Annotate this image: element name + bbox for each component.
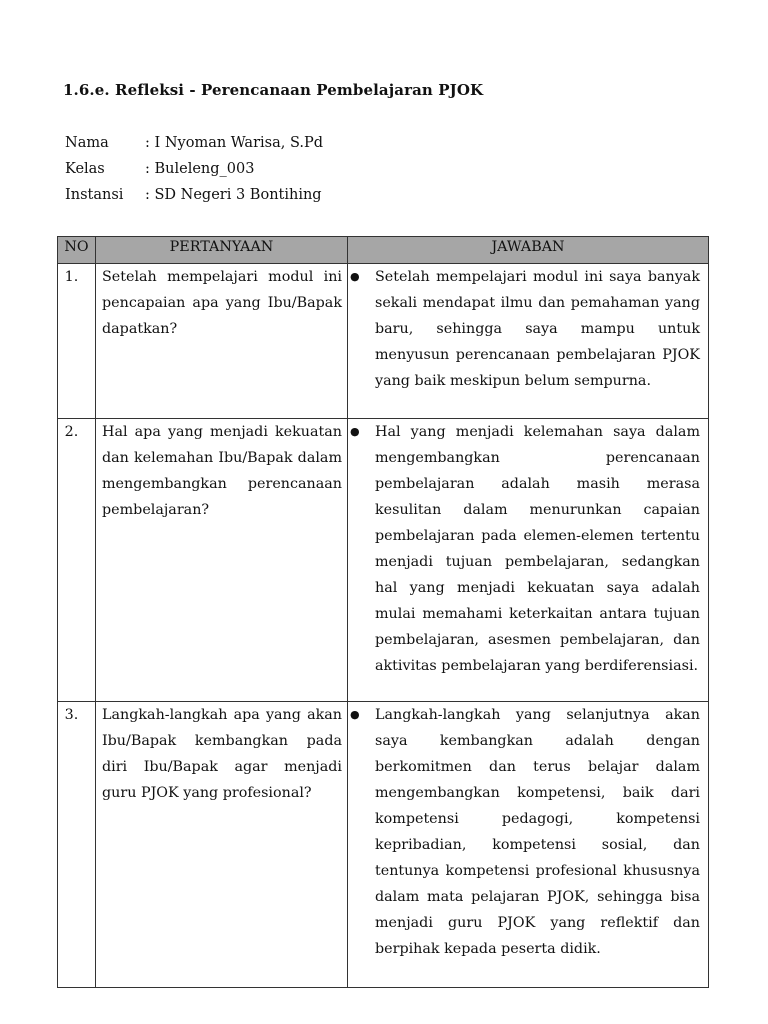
header-no: NO (58, 237, 96, 264)
info-label: Kelas (65, 161, 105, 177)
answer-cell (348, 264, 709, 419)
reflection-table (57, 236, 709, 988)
header-question: PERTANYAAN (96, 237, 348, 264)
answer-text: Hal yang menjadi kelemahan saya dalam mengembangkan perencanaan pembelajaran adalah masih merasa kesulitan dalam menurunkan capaian pembelajaran pada elemen-elemen tertentu menjadi tujuan pembelajaran, sedangkan hal yang menjadi kekuatan saya adalah mulai memahami keterkaitan antara tujuan pembelajaran, asesmen pembelajaran, dan aktivitas pembelajaran yang berdiferensiasi. (375, 424, 700, 674)
row-number: 3. (58, 702, 96, 988)
table-row (58, 419, 709, 702)
info-label: Nama (65, 135, 109, 151)
table-row (58, 264, 709, 419)
info-value: : SD Negeri 3 Bontihing (145, 187, 322, 203)
info-value: : Buleleng_003 (145, 161, 255, 177)
page-title: 1.6.e. Refleksi - Perencanaan Pembelajaran PJOK (63, 81, 484, 99)
bullet-icon: ● (350, 270, 360, 283)
info-row-kelas (65, 158, 323, 184)
question-cell: Setelah mempelajari modul ini pencapaian apa yang Ibu/Bapak dapatkan? (96, 264, 348, 419)
bullet-icon: ● (350, 425, 360, 438)
answer-text: Setelah mempelajari modul ini saya banyak sekali mendapat ilmu dan pemahaman yang baru, sehingga saya mampu untuk menyusun perencanaan pembelajaran PJOK yang baik meskipun belum sempurna. (375, 269, 700, 389)
question-cell: Hal apa yang menjadi kekuatan dan kelemahan Ibu/Bapak dalam mengembangkan perencanaan pembelajaran? (96, 419, 348, 702)
row-number: 2. (58, 419, 96, 702)
question-cell: Langkah-langkah apa yang akan Ibu/Bapak kembangkan pada diri Ibu/Bapak agar menjadi guru PJOK yang profesional? (96, 702, 348, 988)
header-answer: JAWABAN (348, 237, 709, 264)
info-value: : I Nyoman Warisa, S.Pd (145, 135, 324, 151)
answer-cell (348, 419, 709, 702)
bullet-icon: ● (350, 708, 360, 721)
row-number: 1. (58, 264, 96, 419)
table-header-row (58, 237, 709, 264)
identity-info (65, 132, 323, 210)
info-row-nama (65, 132, 323, 158)
table-row (58, 702, 709, 988)
info-row-instansi (65, 184, 323, 210)
answer-text: Langkah-langkah yang selanjutnya akan saya kembangkan adalah dengan berkomitmen dan terus belajar dalam mengembangkan kompetensi, baik dari kompetensi pedagogi, kompetensi kepribadian, kompetensi sosial, dan tentunya kompetensi profesional khususnya dalam mata pelajaran PJOK, sehingga bisa menjadi guru PJOK yang reflektif dan berpihak kepada peserta didik. (375, 707, 700, 957)
answer-cell (348, 702, 709, 988)
info-label: Instansi (65, 187, 124, 203)
